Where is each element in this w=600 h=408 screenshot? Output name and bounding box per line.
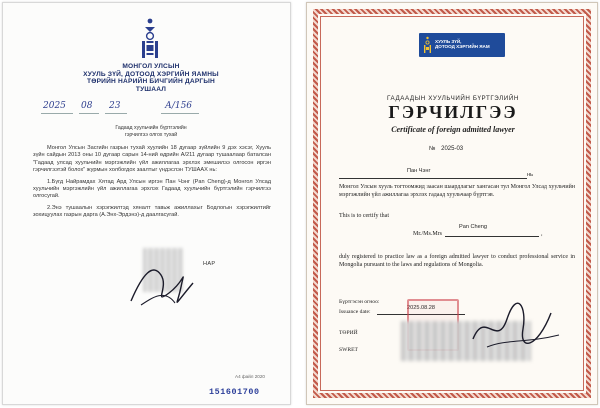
holder-name-en: Pan Cheng xyxy=(459,224,487,230)
order-number: А/156 xyxy=(165,101,193,111)
certificate-body-mn: Монгол Улсын хууль тогтоомжид заасан шаардлагыг хангасан тул Монгол Улсад хуульчийн мэргэжлийн үйл ажиллагаа эрхлэх гадаад хуульчаар бүртгэв. xyxy=(339,184,575,198)
issued-label-mn: Бүртгэсэн огноо: xyxy=(339,299,380,305)
soyombo-logo-icon xyxy=(423,36,432,54)
issued-label-en: Issuance date: xyxy=(339,309,371,315)
handwritten-signature xyxy=(467,299,567,359)
heading-line: ТУШААЛ xyxy=(135,85,167,93)
signatory-label: SWRET xyxy=(339,347,358,353)
holder-name-mn: Пан Чэнг xyxy=(407,168,431,174)
underline xyxy=(41,113,73,114)
order-day: 23 xyxy=(109,101,121,111)
certificate-number xyxy=(429,146,463,152)
logo-line: ДОТООД ХЭРГИЙН ЯАМ xyxy=(435,44,490,50)
body-paragraph: 1.Бүгд Найрамдах Хятад Ард Улсын иргэн Пан Чэнг (Pan Cheng)-д Монгол Улсад хуульчийн мэргэжлийн үйл ажиллагаа эрхлэх Гадаад хуульчийн бүртгэлийн гэрчилгээ олгосугай. xyxy=(33,178,271,200)
name-suffix: нь xyxy=(527,172,534,178)
certificate-pre-title: ГАДААДЫН ХУУЛЬЧИЙН БҮРТГЭЛИЙН xyxy=(387,95,519,102)
heading-line: ТӨРИЙН НАРИЙН БИЧГИЙН ДАРГЫН xyxy=(87,78,215,86)
title-line: Гадаад хуульчийн бүртгэлийн xyxy=(115,125,187,131)
underline xyxy=(79,113,99,114)
body-paragraph: Монгол Улсын Засгийн газрын тухай хуулийн 18 дугаар зүйлийн 9 дэх хэсэг, Хууль зүйн сайдын 2013 оны 10 дугаар сарын 14-ний өдрийн А/211 дугаар тушаалаар баталсан "Гадаад улсад хуульчийн мэргэжлийн үйл ажиллагаа эрхлэх эмешилээ олгосон иргэн гэрчилгээтэй болох" журмын холбогдох заалтыг үндэслэн ТУШААХ нь: xyxy=(33,145,271,174)
title-line: гэрчилгээ олгох тухай xyxy=(124,132,178,138)
order-document xyxy=(2,2,291,405)
order-year: 2025 xyxy=(43,101,66,111)
ministry-logo xyxy=(419,33,505,57)
heading-line: МОНГОЛ УЛСЫН xyxy=(122,63,180,70)
comma: , xyxy=(541,231,543,237)
underline xyxy=(161,113,199,114)
title-prefix: Mr./Ms.Mrs xyxy=(413,231,443,237)
number-value: 2025-03 xyxy=(441,146,464,152)
order-month: 08 xyxy=(81,101,93,111)
certificate-title: ГЭРЧИЛГЭЭ xyxy=(388,102,518,122)
underline xyxy=(445,236,539,237)
certificate-subtitle: Certificate of foreign admitted lawyer xyxy=(391,125,515,134)
logo-text xyxy=(435,39,503,50)
order-date-row xyxy=(41,103,261,115)
ministry-heading xyxy=(83,63,219,93)
serial-number: 151601700 xyxy=(209,387,260,397)
underline xyxy=(339,178,527,179)
logo-line: ХУУЛЬ ЗҮЙ, xyxy=(435,39,462,44)
signer-name: НАР xyxy=(203,261,216,267)
number-label: № xyxy=(429,146,436,152)
form-code: А4 файл 2020 xyxy=(235,374,265,379)
body-paragraph: 2.Энэ тушаалын хэрэгжилтэд хяналт тавьж ажиллахыг Бодлогын хэрэгжилтийг зохицуулах газрын дарга (А.Энх-Эрдэнэ)-д даалгасугай. xyxy=(33,204,271,219)
order-body xyxy=(33,145,271,224)
certify-text: This is to certify that xyxy=(339,213,389,219)
heading-line: ХУУЛЬ ЗҮЙ, ДОТООД ХЭРГИЙН ЯАМНЫ xyxy=(83,70,219,78)
issued-date: 2025.08.28 xyxy=(407,305,435,311)
underline xyxy=(105,113,127,114)
certificate-body-en: duly registered to practice law as a foreign admitted lawyer to conduct professional service in Mongolia pursuant to the laws and regulations of Mongolia. xyxy=(339,254,575,268)
order-title xyxy=(91,125,211,139)
soyombo-emblem-icon xyxy=(139,17,161,61)
certificate-document xyxy=(306,2,598,405)
handwritten-signature xyxy=(123,253,216,313)
signatory-label: ТӨРИЙ xyxy=(339,330,358,336)
